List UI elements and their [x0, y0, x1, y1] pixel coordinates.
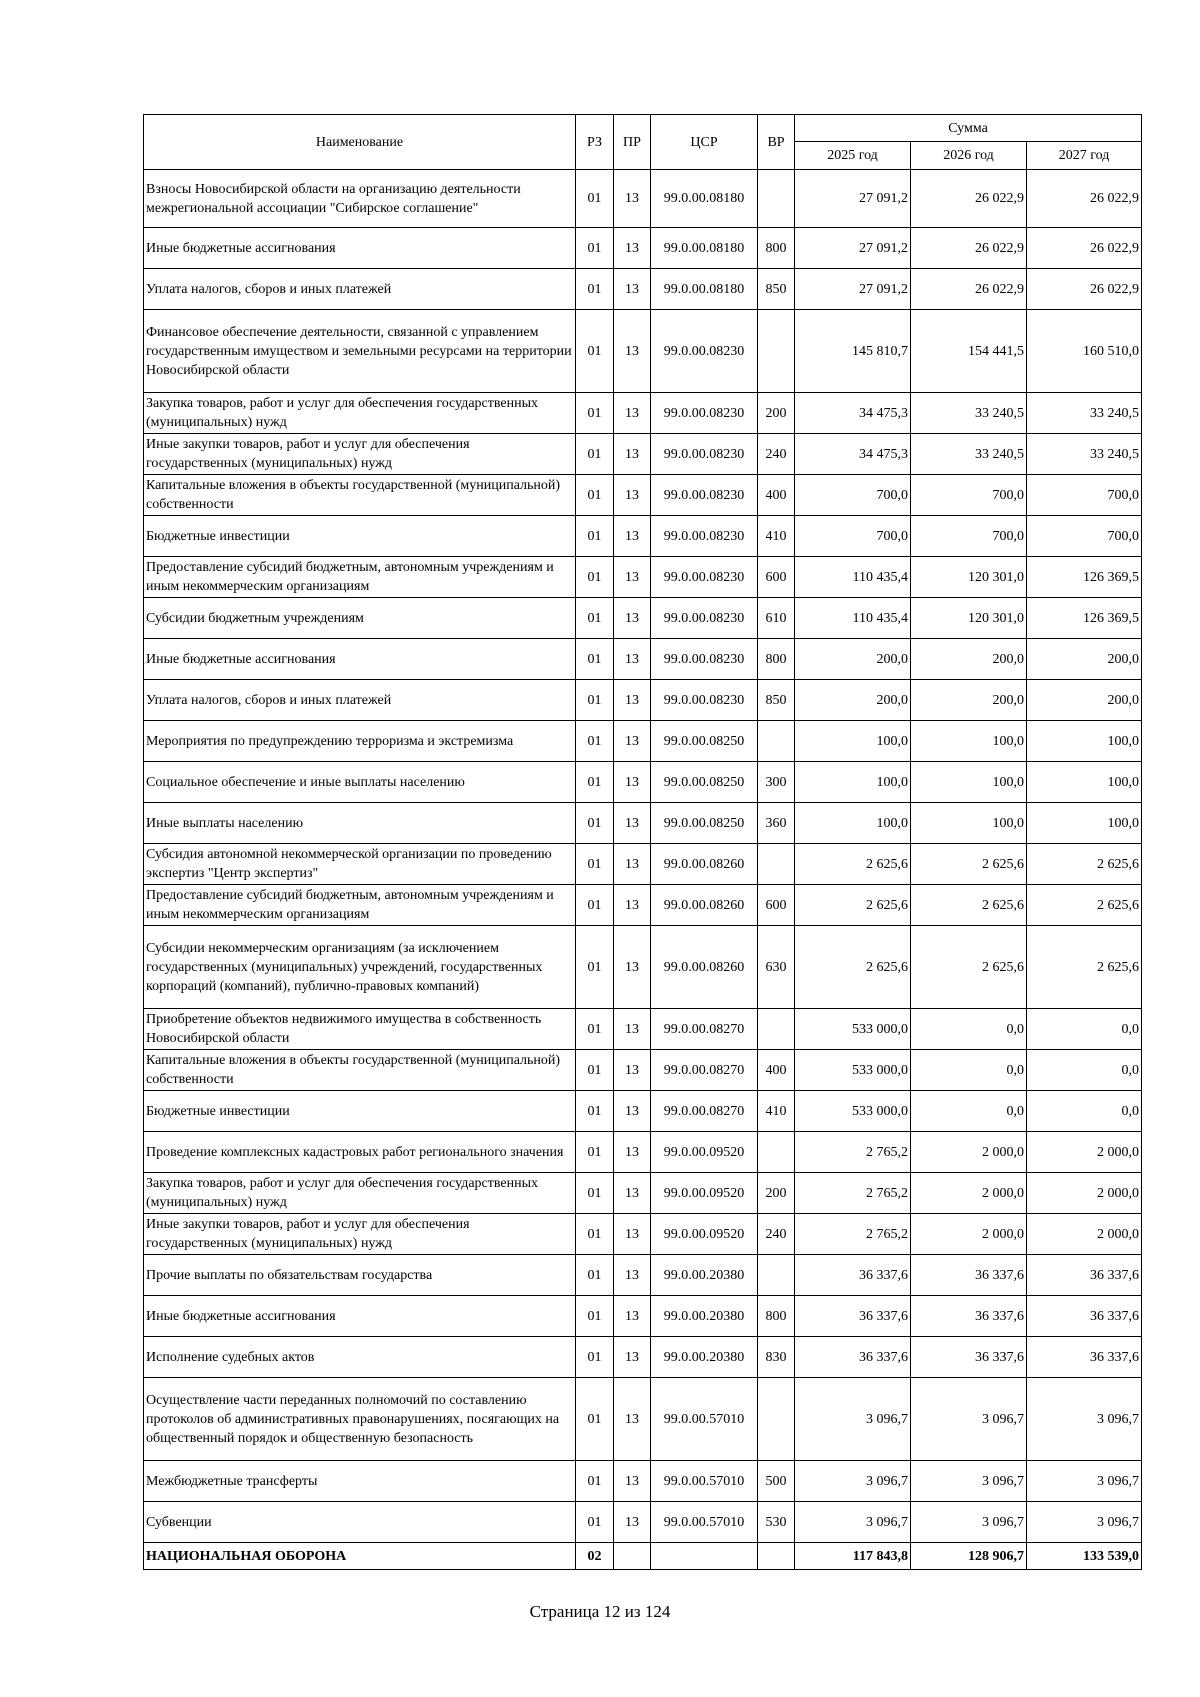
cell-name: Уплата налогов, сборов и иных платежей — [144, 680, 576, 721]
cell-rz: 01 — [576, 1132, 614, 1173]
cell-2027: 200,0 — [1027, 680, 1142, 721]
cell-csr: 99.0.00.08230 — [651, 516, 758, 557]
cell-pr: 13 — [614, 639, 651, 680]
cell-2025: 36 337,6 — [795, 1337, 911, 1378]
cell-rz: 01 — [576, 762, 614, 803]
cell-name: Бюджетные инвестиции — [144, 516, 576, 557]
cell-rz: 01 — [576, 269, 614, 310]
cell-csr: 99.0.00.08270 — [651, 1050, 758, 1091]
cell-2026: 2 000,0 — [911, 1214, 1027, 1255]
cell-vr: 800 — [758, 228, 795, 269]
cell-2025: 200,0 — [795, 639, 911, 680]
cell-name: Иные бюджетные ассигнования — [144, 639, 576, 680]
cell-rz: 01 — [576, 393, 614, 434]
cell-2025: 36 337,6 — [795, 1296, 911, 1337]
header-csr: ЦСР — [651, 115, 758, 170]
cell-2027: 2 000,0 — [1027, 1132, 1142, 1173]
cell-name: Проведение комплексных кадастровых работ регионального значения — [144, 1132, 576, 1173]
cell-pr: 13 — [614, 885, 651, 926]
header-name: Наименование — [144, 115, 576, 170]
cell-2026: 2 000,0 — [911, 1173, 1027, 1214]
cell-2025: 117 843,8 — [795, 1543, 911, 1570]
cell-name: Финансовое обеспечение деятельности, связанной с управлением государственным имуществом и земельными ресурсами на территории Новосибирской области — [144, 310, 576, 393]
cell-csr: 99.0.00.08230 — [651, 639, 758, 680]
table-row — [144, 475, 1142, 516]
cell-2027: 133 539,0 — [1027, 1543, 1142, 1570]
cell-rz: 01 — [576, 1337, 614, 1378]
table-row — [144, 844, 1142, 885]
cell-2025: 27 091,2 — [795, 170, 911, 228]
cell-vr: 800 — [758, 639, 795, 680]
cell-2026: 200,0 — [911, 680, 1027, 721]
cell-vr: 500 — [758, 1461, 795, 1502]
cell-vr: 800 — [758, 1296, 795, 1337]
cell-vr — [758, 310, 795, 393]
cell-rz: 01 — [576, 598, 614, 639]
cell-pr: 13 — [614, 1091, 651, 1132]
cell-2027: 2 625,6 — [1027, 844, 1142, 885]
table-row — [144, 885, 1142, 926]
header-2025: 2025 год — [795, 142, 911, 170]
cell-name: НАЦИОНАЛЬНАЯ ОБОРОНА — [144, 1543, 576, 1570]
cell-2026: 128 906,7 — [911, 1543, 1027, 1570]
cell-csr: 99.0.00.08270 — [651, 1009, 758, 1050]
cell-pr: 13 — [614, 1255, 651, 1296]
cell-csr: 99.0.00.20380 — [651, 1255, 758, 1296]
header-vr: ВР — [758, 115, 795, 170]
table-row — [144, 1378, 1142, 1461]
cell-2026: 0,0 — [911, 1050, 1027, 1091]
cell-name: Субвенции — [144, 1502, 576, 1543]
cell-csr: 99.0.00.08250 — [651, 803, 758, 844]
cell-2027: 33 240,5 — [1027, 434, 1142, 475]
cell-pr: 13 — [614, 598, 651, 639]
cell-2026: 100,0 — [911, 762, 1027, 803]
cell-name: Взносы Новосибирской области на организацию деятельности межрегиональной ассоциации "Сибирское соглашение" — [144, 170, 576, 228]
cell-csr: 99.0.00.09520 — [651, 1132, 758, 1173]
cell-2026: 3 096,7 — [911, 1378, 1027, 1461]
header-rz: РЗ — [576, 115, 614, 170]
cell-pr: 13 — [614, 393, 651, 434]
cell-2026: 33 240,5 — [911, 434, 1027, 475]
cell-csr: 99.0.00.08260 — [651, 926, 758, 1009]
cell-2025: 100,0 — [795, 762, 911, 803]
cell-csr: 99.0.00.08180 — [651, 228, 758, 269]
cell-2025: 100,0 — [795, 721, 911, 762]
cell-csr: 99.0.00.08180 — [651, 170, 758, 228]
cell-2027: 0,0 — [1027, 1009, 1142, 1050]
cell-name: Иные выплаты населению — [144, 803, 576, 844]
table-row — [144, 434, 1142, 475]
cell-vr — [758, 170, 795, 228]
cell-rz: 01 — [576, 926, 614, 1009]
table-row — [144, 803, 1142, 844]
cell-name: Предоставление субсидий бюджетным, автономным учреждениям и иным некоммерческим организациям — [144, 557, 576, 598]
cell-2026: 26 022,9 — [911, 170, 1027, 228]
cell-2025: 533 000,0 — [795, 1091, 911, 1132]
cell-2025: 27 091,2 — [795, 269, 911, 310]
cell-2027: 3 096,7 — [1027, 1378, 1142, 1461]
cell-vr — [758, 1132, 795, 1173]
cell-2027: 160 510,0 — [1027, 310, 1142, 393]
budget-table — [143, 114, 1142, 1570]
cell-2027: 100,0 — [1027, 762, 1142, 803]
cell-2027: 26 022,9 — [1027, 269, 1142, 310]
cell-2026: 0,0 — [911, 1091, 1027, 1132]
cell-name: Осуществление части переданных полномочий по составлению протоколов об административных правонарушениях, посягающих на общественный порядок и общественную безопасность — [144, 1378, 576, 1461]
cell-rz: 01 — [576, 885, 614, 926]
cell-2025: 110 435,4 — [795, 557, 911, 598]
cell-rz: 01 — [576, 1378, 614, 1461]
cell-rz: 01 — [576, 516, 614, 557]
table-row — [144, 1091, 1142, 1132]
cell-rz: 01 — [576, 680, 614, 721]
cell-2025: 700,0 — [795, 475, 911, 516]
cell-vr: 200 — [758, 393, 795, 434]
table-row — [144, 639, 1142, 680]
cell-2027: 2 625,6 — [1027, 885, 1142, 926]
cell-vr: 850 — [758, 680, 795, 721]
cell-2026: 100,0 — [911, 721, 1027, 762]
cell-pr: 13 — [614, 721, 651, 762]
cell-csr: 99.0.00.08230 — [651, 475, 758, 516]
cell-rz: 01 — [576, 1173, 614, 1214]
cell-rz: 01 — [576, 721, 614, 762]
cell-rz: 01 — [576, 1502, 614, 1543]
cell-name: Уплата налогов, сборов и иных платежей — [144, 269, 576, 310]
cell-name: Субсидии бюджетным учреждениям — [144, 598, 576, 639]
cell-csr: 99.0.00.57010 — [651, 1461, 758, 1502]
cell-2026: 700,0 — [911, 475, 1027, 516]
cell-vr: 410 — [758, 1091, 795, 1132]
cell-2026: 2 625,6 — [911, 926, 1027, 1009]
cell-vr: 600 — [758, 557, 795, 598]
cell-vr — [758, 1255, 795, 1296]
budget-table-container — [143, 114, 1141, 1570]
cell-pr: 13 — [614, 516, 651, 557]
table-row — [144, 721, 1142, 762]
cell-pr: 13 — [614, 1461, 651, 1502]
cell-csr: 99.0.00.08270 — [651, 1091, 758, 1132]
cell-vr: 360 — [758, 803, 795, 844]
cell-pr: 13 — [614, 228, 651, 269]
cell-csr: 99.0.00.08230 — [651, 557, 758, 598]
cell-name: Прочие выплаты по обязательствам государства — [144, 1255, 576, 1296]
cell-2025: 2 765,2 — [795, 1214, 911, 1255]
cell-rz: 01 — [576, 1461, 614, 1502]
cell-2025: 34 475,3 — [795, 393, 911, 434]
cell-2026: 26 022,9 — [911, 228, 1027, 269]
cell-2026: 120 301,0 — [911, 598, 1027, 639]
cell-csr: 99.0.00.08230 — [651, 598, 758, 639]
cell-2026: 2 625,6 — [911, 844, 1027, 885]
cell-name: Мероприятия по предупреждению терроризма и экстремизма — [144, 721, 576, 762]
cell-name: Приобретение объектов недвижимого имущества в собственность Новосибирской области — [144, 1009, 576, 1050]
cell-2025: 200,0 — [795, 680, 911, 721]
cell-vr: 240 — [758, 434, 795, 475]
cell-2025: 3 096,7 — [795, 1378, 911, 1461]
cell-csr: 99.0.00.08260 — [651, 885, 758, 926]
cell-vr — [758, 721, 795, 762]
table-header — [144, 115, 1142, 170]
cell-name: Бюджетные инвестиции — [144, 1091, 576, 1132]
cell-2026: 3 096,7 — [911, 1461, 1027, 1502]
cell-pr: 13 — [614, 1132, 651, 1173]
table-row — [144, 1502, 1142, 1543]
cell-2027: 26 022,9 — [1027, 228, 1142, 269]
cell-2025: 2 625,6 — [795, 885, 911, 926]
cell-2026: 36 337,6 — [911, 1296, 1027, 1337]
cell-rz: 02 — [576, 1543, 614, 1570]
header-2026: 2026 год — [911, 142, 1027, 170]
cell-pr: 13 — [614, 844, 651, 885]
cell-vr: 850 — [758, 269, 795, 310]
cell-name: Исполнение судебных актов — [144, 1337, 576, 1378]
table-row — [144, 1173, 1142, 1214]
cell-csr: 99.0.00.09520 — [651, 1173, 758, 1214]
cell-pr: 13 — [614, 557, 651, 598]
cell-vr — [758, 1543, 795, 1570]
cell-pr: 13 — [614, 762, 651, 803]
cell-csr: 99.0.00.20380 — [651, 1337, 758, 1378]
page-number: Страница 12 из 124 — [529, 1602, 671, 1621]
cell-2027: 700,0 — [1027, 475, 1142, 516]
cell-name: Капитальные вложения в объекты государственной (муниципальной) собственности — [144, 475, 576, 516]
table-row — [144, 1009, 1142, 1050]
cell-csr: 99.0.00.57010 — [651, 1378, 758, 1461]
cell-2026: 120 301,0 — [911, 557, 1027, 598]
cell-pr: 13 — [614, 926, 651, 1009]
cell-2025: 2 765,2 — [795, 1132, 911, 1173]
cell-name: Межбюджетные трансферты — [144, 1461, 576, 1502]
cell-2027: 36 337,6 — [1027, 1255, 1142, 1296]
cell-csr: 99.0.00.08250 — [651, 721, 758, 762]
cell-2027: 2 000,0 — [1027, 1173, 1142, 1214]
cell-name: Иные бюджетные ассигнования — [144, 1296, 576, 1337]
cell-rz: 01 — [576, 1255, 614, 1296]
table-row — [144, 557, 1142, 598]
cell-rz: 01 — [576, 557, 614, 598]
cell-2026: 154 441,5 — [911, 310, 1027, 393]
cell-rz: 01 — [576, 475, 614, 516]
cell-vr — [758, 844, 795, 885]
cell-vr — [758, 1378, 795, 1461]
cell-name: Социальное обеспечение и иные выплаты населению — [144, 762, 576, 803]
cell-2025: 145 810,7 — [795, 310, 911, 393]
cell-vr: 830 — [758, 1337, 795, 1378]
table-row — [144, 1461, 1142, 1502]
cell-rz: 01 — [576, 434, 614, 475]
cell-name: Иные закупки товаров, работ и услуг для обеспечения государственных (муниципальных) нужд — [144, 1214, 576, 1255]
cell-pr: 13 — [614, 1296, 651, 1337]
cell-2027: 36 337,6 — [1027, 1296, 1142, 1337]
cell-2026: 0,0 — [911, 1009, 1027, 1050]
cell-rz: 01 — [576, 1296, 614, 1337]
cell-2025: 2 625,6 — [795, 926, 911, 1009]
cell-2027: 2 625,6 — [1027, 926, 1142, 1009]
cell-2025: 100,0 — [795, 803, 911, 844]
cell-2027: 126 369,5 — [1027, 598, 1142, 639]
cell-name: Закупка товаров, работ и услуг для обеспечения государственных (муниципальных) нужд — [144, 1173, 576, 1214]
cell-2025: 36 337,6 — [795, 1255, 911, 1296]
cell-csr: 99.0.00.08230 — [651, 434, 758, 475]
cell-pr: 13 — [614, 680, 651, 721]
cell-2025: 27 091,2 — [795, 228, 911, 269]
cell-name: Субсидия автономной некоммерческой организации по проведению экспертиз "Центр экспертиз" — [144, 844, 576, 885]
cell-csr: 99.0.00.09520 — [651, 1214, 758, 1255]
cell-rz: 01 — [576, 1009, 614, 1050]
cell-2026: 3 096,7 — [911, 1502, 1027, 1543]
cell-pr — [614, 1543, 651, 1570]
cell-2027: 126 369,5 — [1027, 557, 1142, 598]
cell-rz: 01 — [576, 639, 614, 680]
cell-csr: 99.0.00.57010 — [651, 1502, 758, 1543]
cell-pr: 13 — [614, 1337, 651, 1378]
cell-name: Субсидии некоммерческим организациям (за исключением государственных (муниципальных) учреждений, государственных корпораций (компаний), публично-правовых компаний) — [144, 926, 576, 1009]
cell-pr: 13 — [614, 269, 651, 310]
cell-vr — [758, 1009, 795, 1050]
cell-2027: 26 022,9 — [1027, 170, 1142, 228]
table-row — [144, 598, 1142, 639]
cell-2027: 3 096,7 — [1027, 1461, 1142, 1502]
cell-2026: 36 337,6 — [911, 1255, 1027, 1296]
cell-csr: 99.0.00.08230 — [651, 680, 758, 721]
table-row — [144, 1255, 1142, 1296]
cell-pr: 13 — [614, 803, 651, 844]
cell-2027: 100,0 — [1027, 721, 1142, 762]
cell-2027: 0,0 — [1027, 1050, 1142, 1091]
cell-rz: 01 — [576, 844, 614, 885]
cell-2027: 700,0 — [1027, 516, 1142, 557]
header-2027: 2027 год — [1027, 142, 1142, 170]
cell-vr: 600 — [758, 885, 795, 926]
table-row — [144, 1296, 1142, 1337]
cell-2027: 2 000,0 — [1027, 1214, 1142, 1255]
cell-rz: 01 — [576, 1050, 614, 1091]
cell-name: Капитальные вложения в объекты государственной (муниципальной) собственности — [144, 1050, 576, 1091]
table-row — [144, 516, 1142, 557]
table-row — [144, 1337, 1142, 1378]
cell-2026: 33 240,5 — [911, 393, 1027, 434]
cell-vr: 610 — [758, 598, 795, 639]
table-row — [144, 228, 1142, 269]
table-row — [144, 170, 1142, 228]
cell-2026: 200,0 — [911, 639, 1027, 680]
cell-2025: 3 096,7 — [795, 1461, 911, 1502]
cell-pr: 13 — [614, 170, 651, 228]
cell-2026: 2 625,6 — [911, 885, 1027, 926]
table-row — [144, 926, 1142, 1009]
cell-2026: 100,0 — [911, 803, 1027, 844]
table-row — [144, 1214, 1142, 1255]
cell-vr: 300 — [758, 762, 795, 803]
cell-csr — [651, 1543, 758, 1570]
table-row — [144, 393, 1142, 434]
cell-csr: 99.0.00.08230 — [651, 310, 758, 393]
cell-rz: 01 — [576, 310, 614, 393]
cell-rz: 01 — [576, 803, 614, 844]
cell-2025: 110 435,4 — [795, 598, 911, 639]
cell-2025: 533 000,0 — [795, 1009, 911, 1050]
header-sum: Сумма — [795, 115, 1142, 142]
cell-vr: 200 — [758, 1173, 795, 1214]
cell-2025: 2 625,6 — [795, 844, 911, 885]
cell-vr: 400 — [758, 475, 795, 516]
cell-2027: 36 337,6 — [1027, 1337, 1142, 1378]
cell-pr: 13 — [614, 434, 651, 475]
cell-name: Иные закупки товаров, работ и услуг для обеспечения государственных (муниципальных) нужд — [144, 434, 576, 475]
table-row — [144, 310, 1142, 393]
cell-2025: 34 475,3 — [795, 434, 911, 475]
cell-2025: 533 000,0 — [795, 1050, 911, 1091]
cell-csr: 99.0.00.20380 — [651, 1296, 758, 1337]
cell-pr: 13 — [614, 310, 651, 393]
cell-rz: 01 — [576, 228, 614, 269]
table-row — [144, 1132, 1142, 1173]
cell-vr: 410 — [758, 516, 795, 557]
cell-2027: 0,0 — [1027, 1091, 1142, 1132]
cell-vr: 630 — [758, 926, 795, 1009]
cell-name: Предоставление субсидий бюджетным, автономным учреждениям и иным некоммерческим организациям — [144, 885, 576, 926]
cell-2026: 2 000,0 — [911, 1132, 1027, 1173]
table-row — [144, 762, 1142, 803]
cell-csr: 99.0.00.08230 — [651, 393, 758, 434]
cell-vr: 240 — [758, 1214, 795, 1255]
table-row — [144, 1543, 1142, 1570]
cell-2027: 200,0 — [1027, 639, 1142, 680]
cell-pr: 13 — [614, 1214, 651, 1255]
cell-rz: 01 — [576, 170, 614, 228]
cell-csr: 99.0.00.08250 — [651, 762, 758, 803]
cell-2026: 36 337,6 — [911, 1337, 1027, 1378]
table-body — [144, 170, 1142, 1570]
header-pr: ПР — [614, 115, 651, 170]
cell-pr: 13 — [614, 1378, 651, 1461]
cell-2027: 100,0 — [1027, 803, 1142, 844]
table-row — [144, 680, 1142, 721]
cell-rz: 01 — [576, 1091, 614, 1132]
cell-name: Иные бюджетные ассигнования — [144, 228, 576, 269]
cell-2025: 3 096,7 — [795, 1502, 911, 1543]
cell-pr: 13 — [614, 1173, 651, 1214]
cell-pr: 13 — [614, 1502, 651, 1543]
cell-name: Закупка товаров, работ и услуг для обеспечения государственных (муниципальных) нужд — [144, 393, 576, 434]
cell-csr: 99.0.00.08180 — [651, 269, 758, 310]
cell-2026: 26 022,9 — [911, 269, 1027, 310]
cell-pr: 13 — [614, 1050, 651, 1091]
cell-2025: 2 765,2 — [795, 1173, 911, 1214]
cell-2027: 3 096,7 — [1027, 1502, 1142, 1543]
table-row — [144, 1050, 1142, 1091]
cell-2025: 700,0 — [795, 516, 911, 557]
cell-rz: 01 — [576, 1214, 614, 1255]
cell-pr: 13 — [614, 475, 651, 516]
cell-pr: 13 — [614, 1009, 651, 1050]
table-row — [144, 269, 1142, 310]
cell-vr: 530 — [758, 1502, 795, 1543]
cell-2027: 33 240,5 — [1027, 393, 1142, 434]
cell-vr: 400 — [758, 1050, 795, 1091]
cell-csr: 99.0.00.08260 — [651, 844, 758, 885]
cell-2026: 700,0 — [911, 516, 1027, 557]
